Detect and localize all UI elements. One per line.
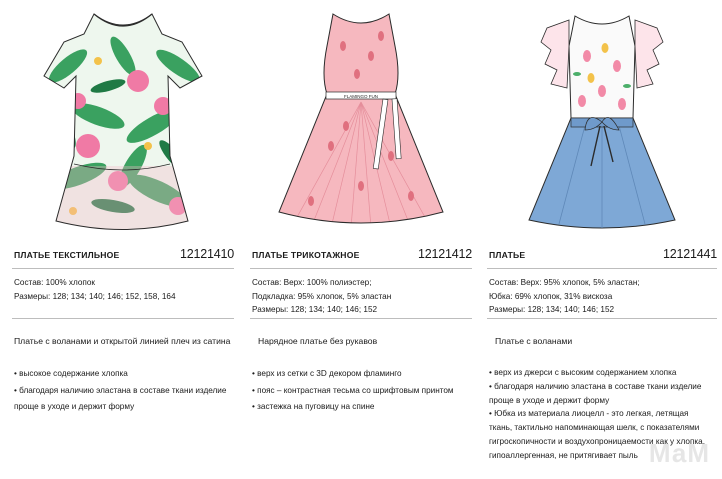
feature-line: • верх из джерси с высоким содержанием хлопка [489,368,677,377]
divider [250,318,472,319]
divider [487,318,717,319]
product-card-1 [12,0,234,479]
product-card-3 [487,0,717,479]
divider [250,268,472,269]
product-sku: 12121410 [179,247,234,261]
feature-line: гигроскопичности и воздухопроницаемости как у хлопка, [489,436,705,446]
tropical-dress-illustration [12,6,234,232]
product-sku: 12121412 [417,247,472,261]
feature-line: • высокое содержание хлопка [14,369,128,378]
denim-skirt-dress-illustration [487,6,717,232]
feature-line: • благодаря наличию эластана в составе ткани изделие [14,385,227,395]
product-specs [489,276,717,317]
feature-line: • застежка на пуговицу на спине [252,402,375,412]
divider [487,268,717,269]
feature-line: ткань, тактильно напоминающая шелк, с показателями [489,423,700,433]
watermark-logo: МаМ [648,438,710,468]
product-header [250,247,472,265]
divider [12,318,234,319]
feature-line: • Юбка из материала лиоцелл - это легкая, летящая [489,409,689,419]
product-name: ПЛАТЬЕ [489,250,526,260]
spec-line: Состав: 100% хлопок [14,278,95,287]
product-subtitle: Нарядное платье без рукавов [258,336,378,346]
feature-line: проще в уходе и держит форму [14,402,135,412]
product-features [14,366,234,416]
product-sku: 12121441 [662,247,717,261]
product-card-2 [250,0,472,479]
product-header [12,247,234,265]
product-name: ПЛАТЬЕ ТЕКСТИЛЬНОЕ [14,250,120,260]
spec-line: Размеры: 128; 134; 140; 146; 152 [489,305,615,314]
spec-line: Состав: Верх: 100% полиэстер; [252,278,372,287]
feature-line: • верх из сетки с 3D декором фламинго [252,369,402,378]
spec-line: Размеры: 128; 134; 140; 146; 152, 158, 164 [14,291,176,301]
product-subtitle: Платье с воланами [495,336,573,346]
product-subtitle: Платье с воланами и открытой линией плеч из сатина [14,336,231,346]
feature-line: гипоаллергенная, не притягивает пыль [489,450,638,460]
product-specs [252,276,472,317]
belt-text: FLAMINGO FUN [343,94,379,99]
spec-line: Юбка: 69% хлопок, 31% вискоза [489,291,613,301]
spec-line: Состав: Верх: 95% хлопок, 5% эластан; [489,278,640,287]
product-features [252,366,472,416]
feature-line: проще в уходе и держит форму [489,395,610,405]
pink-tulle-dress-illustration [250,6,472,232]
product-header [487,247,717,265]
product-specs [14,276,234,303]
spec-line: Размеры: 128; 134; 140; 146; 152 [252,305,378,314]
divider [12,268,234,269]
feature-line: • благодаря наличию эластана в составе ткани изделие [489,381,702,391]
feature-line: • пояс – контрастная тесьма со шрифтовым принтом [252,385,454,395]
spec-line: Подкладка: 95% хлопок, 5% эластан [252,291,392,301]
product-name: ПЛАТЬЕ ТРИКОТАЖНОЕ [252,250,360,260]
